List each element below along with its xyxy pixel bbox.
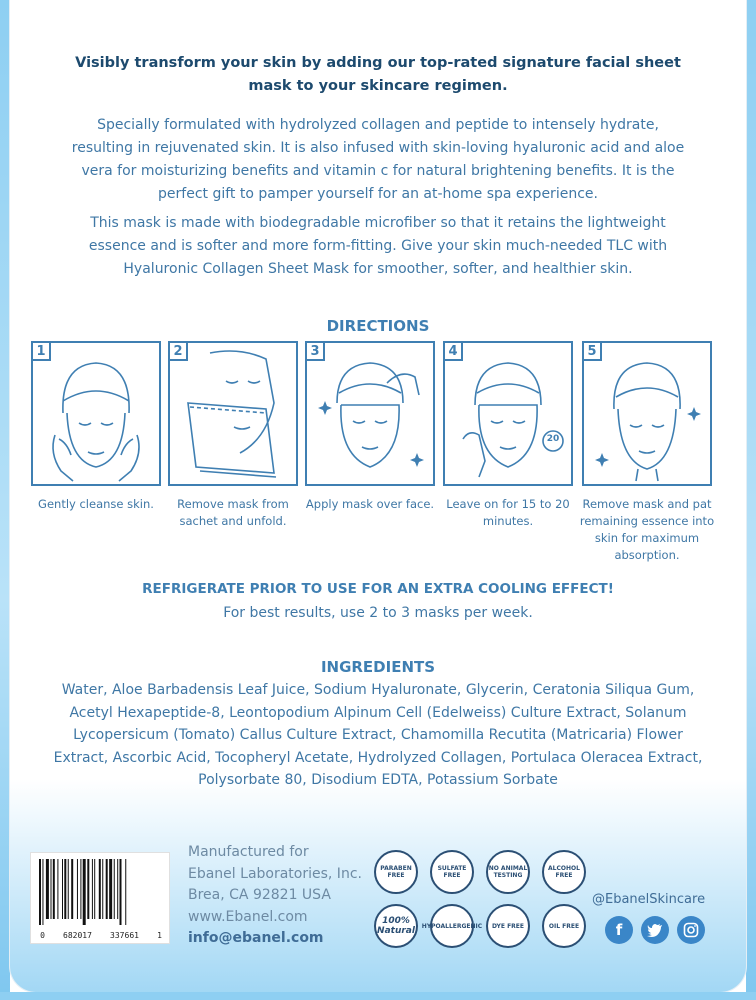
barcode-bar (120, 859, 122, 925)
barcode-bar (64, 859, 66, 919)
paraben-free-icon: PARABEN FREE (374, 850, 418, 894)
barcode-bar (80, 859, 81, 919)
barcode-bar (125, 859, 126, 925)
barcode-bar (42, 859, 43, 925)
sulfate-free-icon: SULFATE FREE (430, 850, 474, 894)
barcode-digits (31, 931, 171, 940)
step-3-caption: Apply mask over face. (305, 497, 435, 511)
intro-headline: Visibly transform your skin by adding our top-rated signature facial sheet mask to your skincare regimen. (75, 55, 681, 94)
step-2-box (168, 341, 298, 486)
face-cleanse-icon (33, 343, 159, 484)
ingredients-heading: INGREDIENTS (320, 658, 436, 676)
step-4-caption: Leave on for 15 to 20 minutes. (446, 497, 570, 528)
barcode-bar (51, 859, 52, 919)
step-3-number: 3 (305, 341, 325, 361)
instagram-icon[interactable] (677, 916, 705, 944)
barcode-bar (114, 859, 115, 919)
ingredients-list: Water, Aloe Barbadensis Leaf Juice, Sodium Hyaluronate, Glycerin, Ceratonia Siliqua Gum, Acetyl Hexapeptide-8, Leontopodium Alpinum Cell (Edelweiss) Culture Extract, Solanum Lycopersicum (Tomato) Callus Culture Extract, Chamomilla Recutita (Matricaria) Flower Extract, Ascorbic Acid, Tocopheryl Acetate, Hydrolyzed Collagen, Portulaca Oleracea Extract, Polysorbate 80, Disodium EDTA, Potassium Sorbate (53, 682, 703, 788)
manufacturer-info (188, 842, 362, 950)
email-link[interactable]: info@ebanel.com (188, 930, 324, 946)
barcode-bar (87, 859, 89, 919)
barcode-bar (62, 859, 63, 919)
cruelty-free-icon: NO ANIMAL TESTING (486, 850, 530, 894)
step-2-caption: Remove mask from sachet and unfold. (177, 497, 289, 528)
barcode-bar (109, 859, 112, 919)
barcode (30, 852, 170, 944)
barcode-bar (46, 859, 49, 919)
barcode-bar (77, 859, 78, 919)
step-4-box (443, 341, 573, 486)
facebook-icon[interactable]: f (605, 916, 633, 944)
website-link[interactable]: www.Ebanel.com (188, 908, 308, 925)
alcohol-free-icon: ALCOHOL FREE (542, 850, 586, 894)
barcode-bar (94, 859, 95, 919)
barcode-bar (53, 859, 55, 919)
step-5-box (582, 341, 712, 486)
manufacturer-line-3: Brea, CA 92821 USA (188, 887, 331, 903)
barcode-bar (39, 859, 41, 925)
barcode-digit-group: 682017 (63, 931, 92, 940)
barcode-bar (57, 859, 58, 919)
intro-paragraph-2: This mask is made with biodegradable microfiber so that it retains the lightweight essence and is softer and more form-fitting. Give your skin much-needed TLC with Hyaluronic Collagen Sheet Mask for smoother, softer, and healthier skin. (88, 215, 668, 277)
timer-label: 20 (546, 434, 560, 444)
step-5-number: 5 (582, 341, 602, 361)
barcode-bar (99, 859, 101, 919)
step-5-caption: Remove mask and pat remaining essence into skin for maximum absorption. (579, 497, 715, 562)
barcode-bar (83, 859, 86, 925)
step-3-box (305, 341, 435, 486)
barcode-digit-group: 337661 (110, 931, 139, 940)
clean-face-icon (584, 343, 710, 484)
sachet-unfold-icon (170, 343, 296, 484)
barcode-bars (37, 859, 165, 927)
bottom-blue-edge (0, 992, 756, 1000)
barcode-digit-group: 1 (157, 931, 162, 940)
directions-heading: DIRECTIONS (326, 317, 430, 335)
intro-paragraph-1: Specially formulated with hydrolyzed collagen and peptide to intensely hydrate, resulting in rejuvenated skin. It is also infused with skin-loving hyaluronic acid and aloe vera for moisturizing benefits and vitamin c for natural brightening benefits. It is the perfect gift to pamper yourself for an at-home spa experience. (71, 117, 685, 202)
step-4-number: 4 (443, 341, 463, 361)
right-blue-edge (746, 0, 756, 1000)
manufacturer-line-2: Ebanel Laboratories, Inc. (188, 865, 362, 882)
barcode-bar (68, 859, 69, 919)
dye-free-icon: DYE FREE (486, 904, 530, 948)
step-1-caption: Gently cleanse skin. (38, 497, 154, 511)
oil-free-icon: OIL FREE (542, 904, 586, 948)
step-1-box (31, 341, 161, 486)
barcode-bar (117, 859, 118, 919)
step-2-number: 2 (168, 341, 188, 361)
best-results-text: For best results, use 2 to 3 masks per week. (223, 605, 533, 621)
barcode-digit-group: 0 (40, 931, 45, 940)
step-1-number: 1 (31, 341, 51, 361)
hypoallergenic-icon: HYPOALLERGENIC (430, 904, 474, 948)
barcode-bar (92, 859, 93, 919)
apply-mask-icon (307, 343, 433, 484)
left-blue-edge (0, 0, 10, 1000)
natural-icon: 100% Natural (374, 904, 418, 948)
manufacturer-line-1: Manufactured for (188, 844, 309, 860)
barcode-bar (102, 859, 103, 919)
refrigerate-notice: REFRIGERATE PRIOR TO USE FOR AN EXTRA COOLING EFFECT! (142, 581, 614, 597)
twitter-icon[interactable] (641, 916, 669, 944)
barcode-bar (106, 859, 108, 919)
social-handle[interactable]: @EbanelSkincare (592, 892, 706, 907)
wait-mask-icon (445, 343, 571, 484)
barcode-bar (71, 859, 73, 919)
